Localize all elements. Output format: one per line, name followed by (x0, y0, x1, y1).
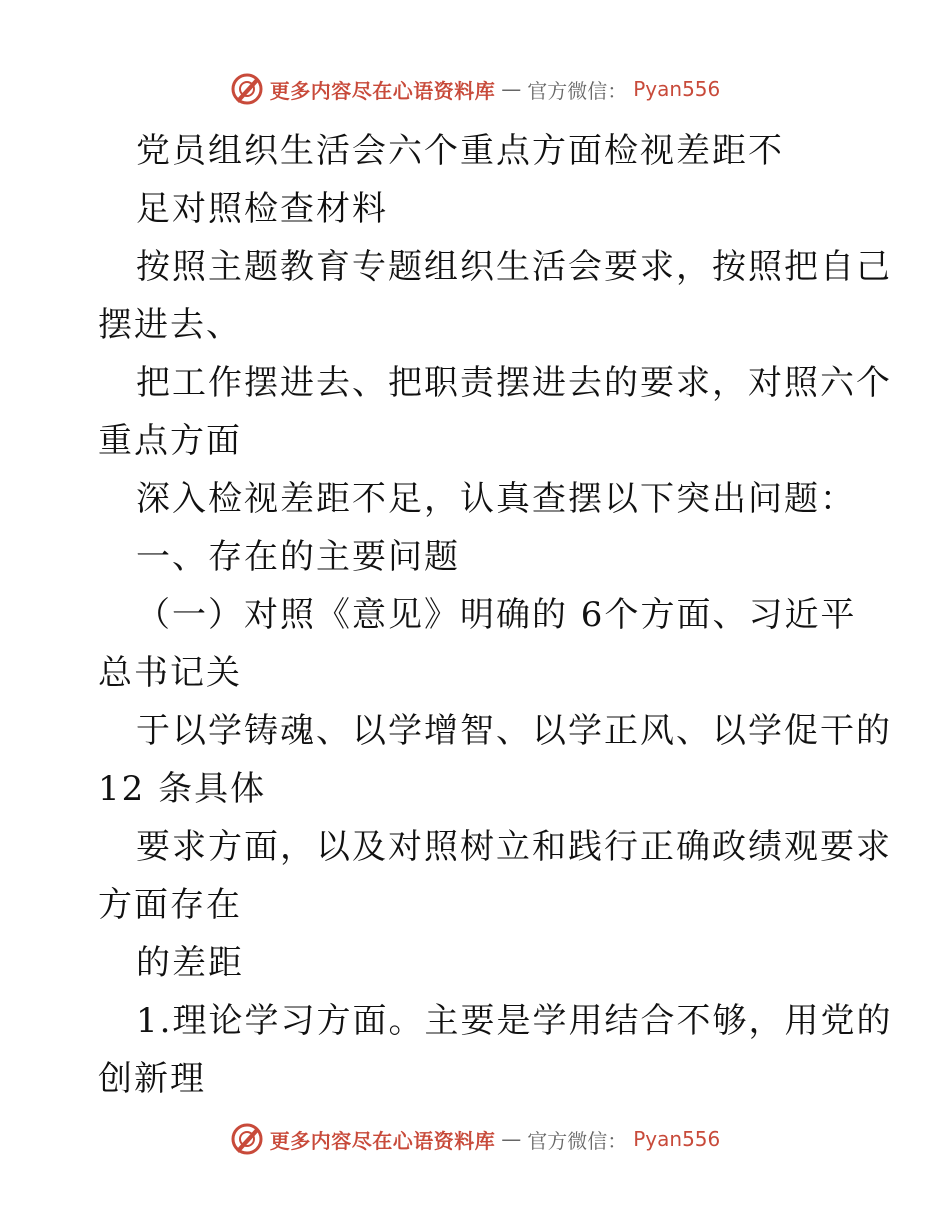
watermark-label: 官方微信： (527, 78, 628, 103)
paragraph-line: 摆进去、 (98, 305, 242, 345)
paragraph-line: 按照主题教育专题组织生活会要求，按照把自己 (136, 247, 892, 287)
watermark-brand: 更多内容尽在心语资料库 (269, 78, 496, 103)
pen-circle-icon (230, 72, 264, 106)
paragraph-line: 把工作摆进去、把职责摆进去的要求，对照六个 (136, 363, 892, 403)
paragraph-line: 创新理 (98, 1059, 206, 1099)
watermark-brand: 更多内容尽在心语资料库 (269, 1128, 496, 1153)
section-heading: 一、存在的主要问题 (136, 537, 460, 577)
paragraph-line: 深入检视差距不足，认真查摆以下突出问题： (136, 479, 856, 519)
paragraph-line: 方面存在 (98, 885, 242, 925)
header-watermark (0, 72, 950, 106)
subsection-heading: （一）对照《意见》明确的 6个方面、习近平 (136, 595, 857, 635)
watermark-wechat-id: Pyan556 (633, 77, 721, 101)
watermark-dash: — (501, 77, 522, 101)
paragraph-line: 重点方面 (98, 421, 242, 461)
document-body (98, 122, 893, 1108)
paragraph-line: 12 条具体 (98, 769, 267, 809)
paragraph-line: 于以学铸魂、以学增智、以学正风、以学促干的 (136, 711, 892, 751)
paragraph-line: 1.理论学习方面。主要是学用结合不够，用党的 (136, 1001, 893, 1041)
pen-circle-icon (230, 1122, 264, 1156)
watermark-wechat-id: Pyan556 (633, 1127, 721, 1151)
watermark-label: 官方微信： (527, 1128, 628, 1153)
paragraph-line: 要求方面，以及对照树立和践行正确政绩观要求 (136, 827, 892, 867)
document-title-line-2: 足对照检查材料 (136, 189, 388, 229)
paragraph-line: 的差距 (136, 943, 244, 983)
watermark-dash: — (501, 1127, 522, 1151)
document-title-line-1: 党员组织生活会六个重点方面检视差距不 (136, 131, 784, 171)
paragraph-line: 总书记关 (98, 653, 242, 693)
footer-watermark (0, 1122, 950, 1156)
